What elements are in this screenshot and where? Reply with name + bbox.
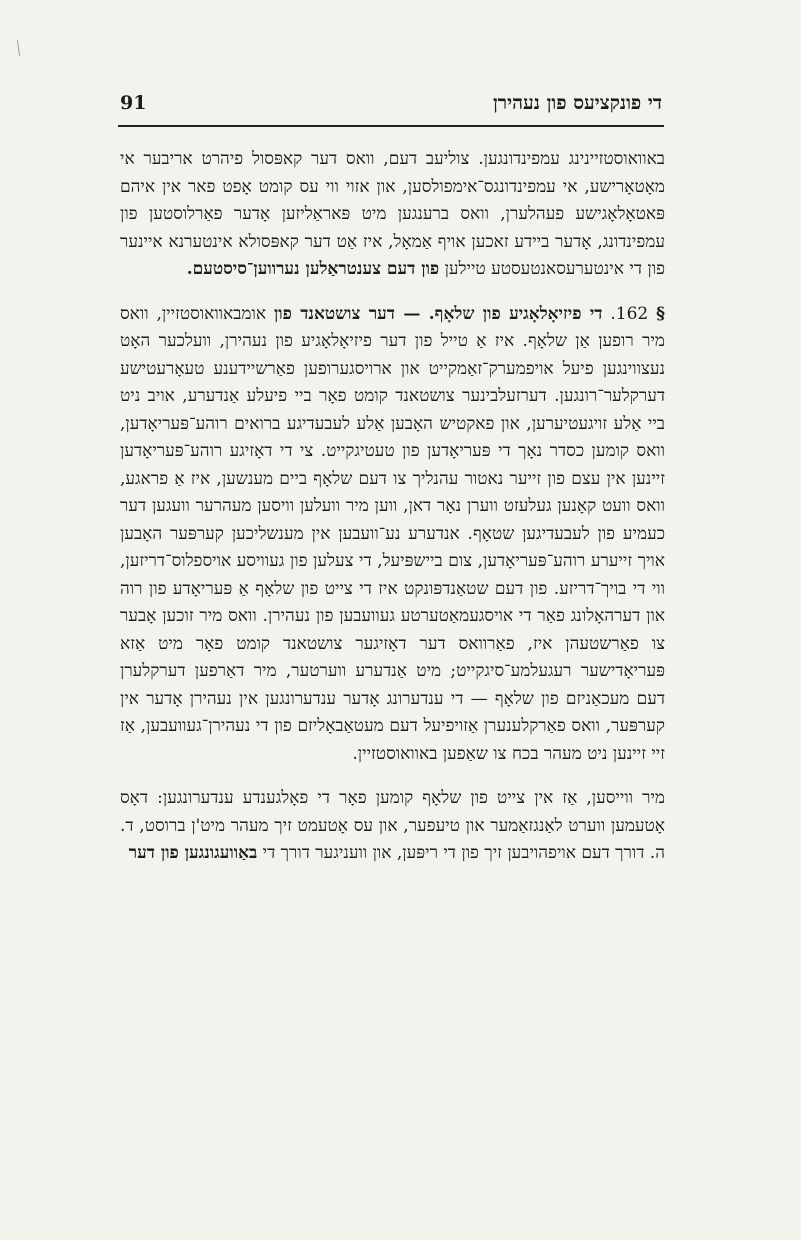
paragraph-2: § 162. די פיזיאָלאָגיע פון שלאָף. — דער צושטאנד פון אומבאוואוסטזיין, וואס מיר רופען אַן שלאָף. איז אַ טייל פון דער פיזיאָלאָגיע פון נעהירן, וועלכער האָט נעצווינגען פיעל אויפמערק־זאַמקייט און ארויסגערופען פאַרשיידענע טעאָרעטישע דערקלער־רונגען. דערזעלבינער צושטאנד קומט פאָר ביי פיעלע אַנדערע, אויב ניט ביי אַלע זויגעטיערען, און פאקטיש האָבען אַלע לעבעדיגע ברואים רוהע־פּעריאָדען, וואס קומען כסדר נאָך די פּעריאָדען פון טעטיגקייט. צי די דאָזיגע רוהע־פּעריאָדען זיינען אין עצם פון זייער נאטור עהנליך צו דעם שלאָף ביים מענשען, איז אַ פראגע, וואס וועט קאָנען געלעזט ווערן נאָר דאן, ווען מיר וועלען וויסען מעהרער וועגען דער כעמיע פון לעבעדיגען שטאָף. אנדערע נע־וועבען אין מענשליכען קערפּער האָבען אויך זייערע רוהע־פּעריאָדען, צום ביישפּיעל, די צעלען פון געוויסע אויספלוס־דריזען, ווי די בויך־דריזע. פון דעם שטאַנדפּונקט איז די צייט פון שלאָף אַ פּעריאָדע פון רוה און דערהאָלונג פאַר די אויסגעמאַטערטע געוועבען פון נעהירן. וואס מיר זוכען אָבער צו פאַרשטעהן איז, פאַרוואס דער דאָזיגער צושטאנד קומט פאָר מיט אַזא פּעריאָדישער רעגעלמע־סיגקייט; מיט אַנדערע ווערטער, מיר דאַרפען דערקלערן דעם מעכאַניזם פון שלאָף — די ענדערונג אָדער ענדערונגען אין נעהירן אָדער אין קערפּער, וואס פאַרקלענערן אַזויפיעל דעם מעטאַבאָליזם פון די נעהירן־געוועבען, אַז זיי זיינען ניט מעהר בכח צו שאַפען באוואוסטזיין. [120, 303, 665, 764]
section-number: 162 [615, 303, 649, 324]
page-number: 91 [120, 92, 147, 114]
paragraph-2-text: אומבאוואוסטזיין, וואס מיר רופען אַן שלאָף. איז אַ טייל פון דער פיזיאָלאָגיע פון נעהירן, וועלכער האָט נעצווינגען פיעל אויפמערק־זאַמקייט און ארויסגערופען פאַרשיידענע טעאָרעטישע דערקלער־רונגען. דערזעלבינער צושטאנד קומט פאָר ביי פיעלע אַנדערע, אויב ניט ביי אַלע זויגעטיערען, און פאקטיש האָבען אַלע לעבעדיגע ברואים רוהע־פּעריאָדען, וואס קומען כסדר נאָך די פּעריאָדען פון טעטיגקייט. צי די דאָזיגע רוהע־פּעריאָדען זיינען אין עצם פון זייער נאטור עהנליך צו דעם שלאָף ביים מענשען, איז אַ פראגע, וואס וועט קאָנען געלעזט ווערן נאָר דאן, ווען מיר וועלען וויסען מעהרער וועגען דער כעמיע פון לעבעדיגען שטאָף. אנדערע נע־וועבען אין מענשליכען קערפּער האָבען אויך זייערע רוהע־פּעריאָדען, צום ביישפּיעל, די צעלען פון געוויסע אויספלוס־דריזען, ווי די בויך־דריזע. פון דעם שטאַנדפּונקט איז די צייט פון שלאָף אַ פּעריאָדע פון רוה און דערהאָלונג פאַר די אויסגעמאַטערטע געוועבען פון נעהירן. וואס מיר זוכען אָבער צו פאַרשטעהן איז, פאַרוואס דער דאָזיגער צושטאנד קומט פאָר מיט אַזא פּעריאָדישער רעגעלמע־סיגקייט; מיט אַנדערע ווערטער, מיר דאַרפען דערקלערן דעם מעכאַניזם פון שלאָף — די ענדערונג אָדער ענדערונגען אין נעהירן אָדער אין קערפּער, וואס פאַרקלענערן אַזויפיעל דעם מעטאַבאָליזם פון די נעהירן־געוועבען, אַז זיי זיינען ניט מעהר בכח צו שאַפען באוואוסטזיין. [120, 303, 665, 764]
paragraph-1-text: באוואוסטזיינינג עמפינדונגען. צוליעב דעם, וואס דער קאפּסול פיהרט אריבער אי מאָטאָרישע, אי עמפינדונגס־אימפולסען, און אזוי ווי עס קומט אָפט פאר אין איהם פּאטאָלאָגישע פעהלערן, וואס ברענגען מיט פּאראַליזען אָדער פאַרלוסטען פון עמפינדונג, אָדער ביידע זאכען אויף אַמאָל, איז אַט דער קאפּסולא אינטערנא איינער פון די אינטערעסאנטעסטע טיילען [120, 149, 665, 279]
section-mark: § [656, 303, 665, 324]
paragraph-3-text: מיר ווייסען, אַז אין צייט פון שלאָף קומען פאָר די פאָלגענדע ענדערונגען: דאָס אָטעמען ווערט לאַנגזאַמער און טיעפער, און עס אָטעמט זיך מעהר מיט'ן ברוסט, ד. ה. דורך דעם אויפהויבען זיך פון די ריפּען, און וועניגער דורך די [120, 788, 665, 863]
paragraph-1-emphasis: פון דעם צענטראַלען נערווען־סיסטעם. [186, 259, 440, 279]
running-head: די פונקציעס פון נעהירן [492, 92, 662, 114]
body-text [120, 146, 665, 868]
section-title: די פיזיאָלאָגיע פון שלאָף. — דער צושטאנד פון [273, 303, 603, 324]
header-rule [118, 125, 664, 127]
paragraph-3 [120, 785, 665, 868]
margin-mark [17, 40, 24, 57]
paragraph-1 [120, 146, 665, 284]
paragraph-3-emphasis: באַוועגונגען פון דער [128, 843, 258, 863]
page-header [120, 92, 662, 120]
